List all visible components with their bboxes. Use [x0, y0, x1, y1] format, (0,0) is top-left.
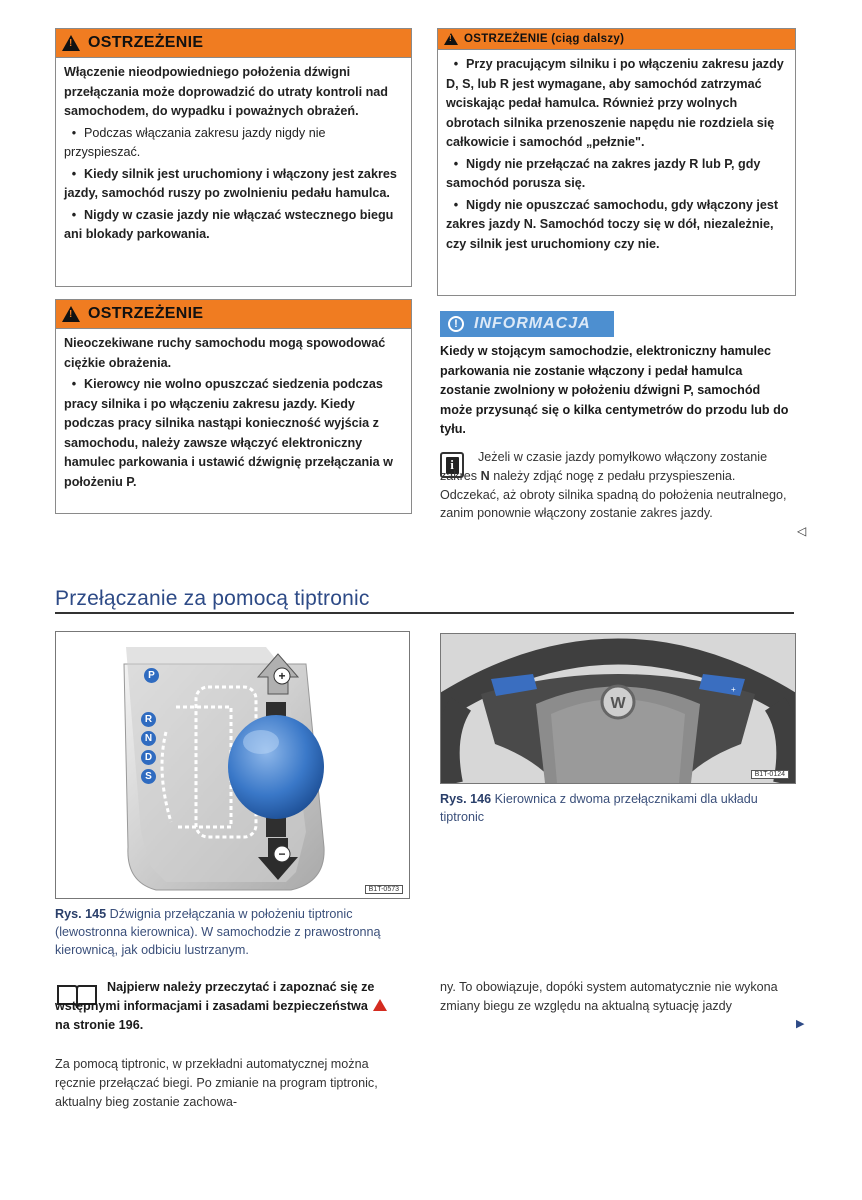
info-title: INFORMACJA	[474, 315, 591, 332]
gear-label-r: R	[141, 712, 156, 727]
info-header	[440, 311, 614, 337]
gear-label-p: P	[144, 668, 159, 683]
end-mark-icon: ◁	[797, 524, 807, 538]
warning-title: OSTRZEŻENIE	[88, 34, 204, 51]
warning-box-continued	[437, 28, 796, 296]
warning-triangle-icon	[62, 306, 80, 322]
info-circle-icon: !	[448, 316, 464, 332]
gear-label-s: S	[141, 769, 156, 784]
warning-header	[438, 29, 795, 50]
read-first-text: Najpierw należy przeczytać i zapoznać się ze wstępnymi informacjami i zasadami bezpieczeństwa na stronie 196.	[55, 978, 407, 1035]
warning-triangle-icon	[444, 33, 458, 45]
svg-text:+: +	[731, 685, 736, 694]
warning-box-1	[55, 28, 412, 287]
warning-bullet: • Nigdy w czasie jazdy nie włączać wstecznego biegu ani blokady parkowania.	[64, 206, 403, 245]
note-icon: i	[440, 452, 464, 478]
body-text-left: Za pomocą tiptronic, w przekładni automatycznej można ręcznie przełączać biegi. Po zmianie na program tiptronic, aktualny bieg zostanie zachowa-	[55, 1057, 378, 1109]
figure-code: B1T-0573	[365, 885, 403, 894]
next-page-arrow-icon: ▶	[796, 1018, 805, 1030]
warning-intro: Włączenie nieodpowiedniego położenia dźwigni przełączania może doprowadzić do utraty kontroli nad samochodem, do wypadku i poważnych obrażeń.	[64, 65, 388, 118]
warning-triangle-icon	[62, 35, 80, 51]
warning-bullet: • Podczas włączania zakresu jazdy nigdy nie przyspieszać.	[64, 124, 403, 163]
warning-header	[56, 29, 411, 58]
body-text-right: ny. To obowiązuje, dopóki system automatycznie nie wykona zmiany biegu ze względu na aktualną sytuację jazdy	[440, 980, 778, 1013]
svg-text:−: −	[278, 847, 286, 861]
steering-wheel-illustration	[441, 634, 795, 783]
svg-text:W: W	[610, 695, 626, 712]
figure-145	[55, 631, 410, 899]
note-text: Jeżeli w czasie jazdy pomyłkowo włączony zostanie zakres N należy zdjąć nogę z pedału przyspieszenia. Odczekać, aż obroty silnika spadną do położenia neutralnego, zanim ponownie włączony zostanie zakres jazdy.	[440, 450, 787, 521]
figure-code: B1T-0124	[751, 770, 789, 779]
info-text: Kiedy w stojącym samochodzie, elektroniczny hamulec parkowania nie zostanie włączony i pedał hamulca zostanie zwolniony w położeniu dźwigni P, samochód może przysunąć się o kilka centymetrów do przodu lub do tyłu.	[440, 344, 789, 436]
warning-intro: Nieoczekiwane ruchy samochodu mogą spowodować ciężkie obrażenia.	[64, 336, 386, 370]
warning-bullet: • Kierowcy nie wolno opuszczać siedzenia podczas pracy silnika i po włączeniu zakresu jazdy. Kiedy podczas pracy silnika nastąpi konieczność wyjścia z samochodu, należy zawsze włączyć elektroniczny hamulec parkowania i ustawić dźwignię przełączania w położeniu P.	[64, 375, 403, 492]
warning-header	[56, 300, 411, 329]
gear-shifter-illustration	[56, 632, 409, 898]
figure-146-caption: Rys. 146 Kierownica z dwoma przełącznikami dla układu tiptronic	[440, 792, 758, 824]
warning-title: OSTRZEŻENIE	[88, 305, 204, 322]
gear-label-d: D	[141, 750, 156, 765]
section-rule	[55, 612, 794, 614]
warning-bullet: • Nigdy nie przełączać na zakres jazdy R lub P, gdy samochód porusza się.	[446, 155, 787, 194]
svg-text:+: +	[278, 669, 286, 683]
warning-bullet: • Nigdy nie opuszczać samochodu, gdy włączony jest zakres jazdy N. Samochód toczy się w dół, niezależnie, czy silnik jest uruchomiony czy nie.	[446, 196, 787, 255]
warning-bullet: • Przy pracującym silniku i po włączeniu zakresu jazdy D, S, lub R jest wymagane, aby samochód zatrzymać wciskając pedał hamulca. Również przy wolnych obrotach silnika przenoszenie napędu nie rozdziela się całkowicie i samochód „pełznie".	[446, 55, 787, 153]
section-title: Przełączanie za pomocą tiptronic	[55, 587, 370, 610]
gear-label-n: N	[141, 731, 156, 746]
warning-title: OSTRZEŻENIE (ciąg dalszy)	[464, 33, 625, 45]
warning-box-2	[55, 299, 412, 514]
warning-triangle-icon	[373, 999, 387, 1011]
figure-145-caption: Rys. 145 Dźwignia przełączania w położeniu tiptronic (lewostronna kierownica). W samochodzie z prawostronną kierownicą, jak odbiciu lustrzanym.	[55, 907, 381, 957]
figure-146	[440, 633, 796, 784]
warning-bullet: • Kiedy silnik jest uruchomiony i włączony jest zakres jazdy, samochód ruszy po zwolnieniu pedału hamulca.	[64, 165, 403, 204]
